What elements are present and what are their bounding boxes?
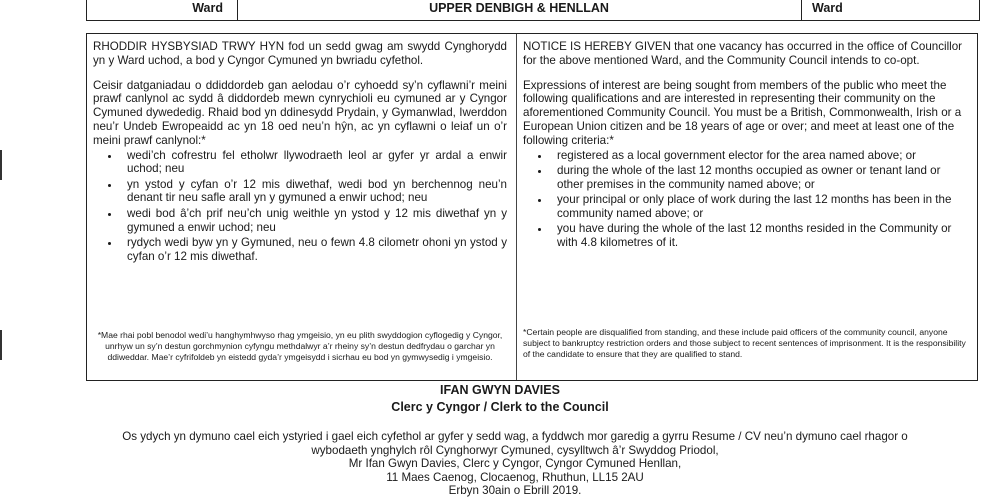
ward-label-right bbox=[801, 0, 980, 20]
ward-name-text: UPPER DENBIGH & HENLLAN bbox=[429, 1, 609, 15]
ward-label-left-text: Ward bbox=[192, 1, 223, 15]
list-item: • wedi’ch cofrestru fel etholwr llywodraeth leol ar gyfer yr ardal a enwir uchod; neu bbox=[121, 149, 507, 177]
english-criteria-list bbox=[523, 149, 967, 250]
closing-paragraph bbox=[60, 430, 970, 498]
list-item: • rydych wedi byw yn y Gymuned, neu o fewn 4.8 cilometr ohoni yn ystod y cyfan o’r 12 mis diwethaf. bbox=[121, 236, 507, 264]
welsh-intro: RHODDIR HYSBYSIAD TRWY HYN fod un sedd gwag am swydd Cynghorydd yn y Ward uchod, a bod y Cyngor Cymuned yn bwriadu cyfethol. bbox=[93, 40, 507, 67]
list-item: • yn ystod y cyfan o’r 12 mis diwethaf, wedi bod yn berchennog neu’n denant tir neu safle arall yn y gymuned a enwir uchod; neu bbox=[121, 178, 507, 206]
closing-line: wybodaeth ynghylch rôl Cynghorwyr Cymuned, cysylltwch â’r Swyddog Priodol, bbox=[311, 443, 719, 457]
list-item: • you have during the whole of the last 12 months resided in the Community or with 4.8 kilometres of it. bbox=[551, 222, 967, 250]
closing-line: Erbyn 30ain o Ebrill 2019. bbox=[448, 484, 582, 498]
english-column bbox=[523, 40, 967, 251]
scan-edge-mark bbox=[0, 150, 2, 180]
scan-edge-mark bbox=[0, 330, 2, 360]
ward-header-row bbox=[86, 0, 980, 21]
welsh-requirements: Ceisir datganiadau o ddiddordeb gan aelodau o’r cyhoedd sy’n cyflawni’r meini prawf canlynol ac sydd â diddordeb mewn cynrychioli eu cymuned ar y Cyngor Cymuned dywededig. Rhaid bod yn ddinesydd Prydain, y Gymanwlad, Iwerddon neu’r Undeb Ewropeaidd ac yn 18 oed neu’n hŷn, ac yn cyflawni o leiaf un o’r meini prawf canlynol:* bbox=[93, 78, 507, 147]
english-footnote: *Certain people are disqualified from standing, and these include paid officers of the community council, anyone subject to bankruptcy restriction orders and those subject to recent sentences of imprisonment. It is the responsibility of the candidate to ensure that they are qualified to stand. bbox=[523, 327, 966, 359]
list-item: • wedi bod â’ch prif neu’ch unig weithle yn ystod y 12 mis diwethaf yn y gymuned a enwir uchod; neu bbox=[121, 207, 507, 235]
ward-label-left bbox=[87, 0, 238, 20]
welsh-column bbox=[93, 40, 507, 265]
closing-line: Mr Ifan Gwyn Davies, Clerc y Cyngor, Cyngor Cymuned Henllan, bbox=[348, 457, 682, 471]
clerk-name: IFAN GWYN DAVIES bbox=[440, 383, 560, 397]
english-requirements: Expressions of interest are being sought from members of the public who meet the following qualifications and are interested in representing their community on the aforementioned Community Council. You must be a British, Commonwealth, Irish or a European Union citizen and be 18 years of age or over; and meet at least one of the following criteria:* bbox=[523, 78, 962, 147]
ward-name bbox=[237, 0, 801, 20]
welsh-criteria-list bbox=[93, 149, 507, 264]
clerk-title: Clerc y Cyngor / Clerk to the Council bbox=[391, 400, 609, 414]
english-intro: NOTICE IS HEREBY GIVEN that one vacancy has occurred in the office of Councillor for the above mentioned Ward, and the Community Council intends to co-opt. bbox=[523, 40, 963, 67]
notice-box bbox=[86, 33, 978, 381]
column-divider bbox=[516, 34, 517, 380]
ward-label-right-text: Ward bbox=[812, 1, 843, 15]
welsh-footnote: *Mae rhai pobl benodol wedi’u hanghymhwyso rhag ymgeisio, yn eu plith swyddogion cyflogedig y Cyngor, unrhyw un sy’n destun gorchmynion cyfyngu methdalwyr a’r rheiny sy’n destun dedfrydau o garchar yn ddiweddar. Mae’r cyfrifoldeb yn eistedd gyda’r ymgeisydd i sicrhau eu bod yn gymwysedig i ymgeisio. bbox=[97, 330, 503, 362]
list-item: • your principal or only place of work during the last 12 months has been in the community named above; or bbox=[551, 193, 967, 221]
closing-line: Os ydych yn dymuno cael eich ystyried i gael eich cyfethol ar gyfer y sedd wag, a fyddwch mor garedig a gyrru Resume / CV neu’n dymuno cael rhagor o bbox=[122, 430, 908, 443]
list-item: • registered as a local government elector for the area named above; or bbox=[551, 149, 967, 163]
closing-line: 11 Maes Caenog, Clocaenog, Rhuthun, LL15 2AU bbox=[386, 470, 644, 484]
list-item: • during the whole of the last 12 months occupied as owner or tenant land or other premises in the community named above; or bbox=[551, 164, 967, 192]
